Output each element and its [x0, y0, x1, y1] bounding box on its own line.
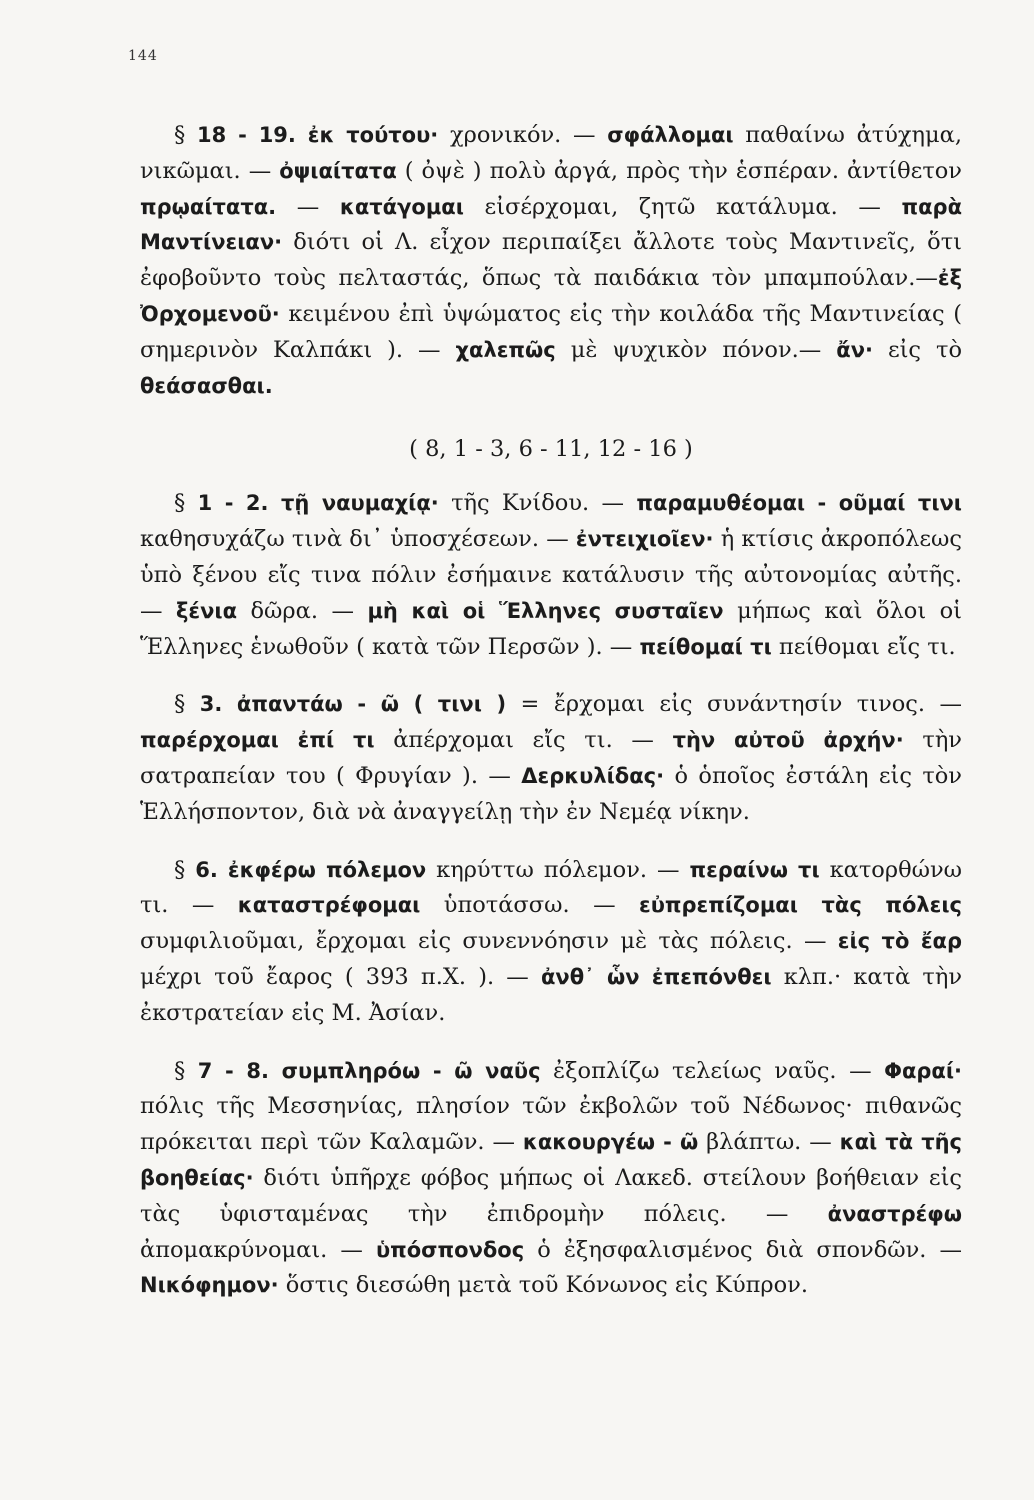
- lemma-term: 18 - 19. ἐκ τούτου·: [196, 123, 439, 147]
- lemma-term: παρέρχομαι ἐπί τι: [140, 728, 375, 753]
- gloss-text: ( ὀψὲ ) πολὺ ἀργά, πρὸς τὴν ἑσπέραν. ἀντίθετον: [396, 157, 962, 184]
- gloss-text: ὁ ὁποῖος ἐστάλη εἰς τὸν Ἑλλήσποντον, διὰ νὰ ἀναγγείλῃ τὴν ἐν Νεμέᾳ νίκην.: [140, 762, 962, 825]
- lemma-term: χαλεπῶς: [455, 337, 556, 362]
- lemma-term: παραμυθέομαι - οῦμαί τινι: [636, 491, 962, 516]
- gloss-text: τῆς Κνίδου. —: [438, 490, 637, 517]
- commentary-paragraph: [140, 118, 962, 404]
- lemma-term: ἐντειχιοῖεν·: [575, 527, 714, 552]
- lemma-term: 3. ἀπαντάω - ῶ ( τινι ): [199, 692, 507, 717]
- gloss-text: εἰς τὸ: [872, 336, 962, 363]
- page-number: 144: [128, 48, 158, 64]
- gloss-text: κηρύττω πόλεμον. —: [426, 856, 690, 883]
- lemma-term: ὀψιαίτατα: [279, 158, 397, 183]
- lemma-term: κακουργέω - ῶ: [522, 1130, 699, 1155]
- lemma-term: καὶ τὰ τῆς βοηθείας·: [140, 1130, 962, 1190]
- lemma-term: περαίνω τι: [689, 857, 820, 882]
- gloss-text: δῶρα. —: [237, 597, 368, 624]
- lemma-term: ἀνθ᾽ ὧν ἐπεπόνθει: [541, 964, 772, 989]
- commentary-paragraph: [140, 486, 962, 665]
- gloss-text: κλπ.· κατὰ τὴν ἐκστρατείαν εἰς Μ. Ἀσίαν.: [140, 963, 962, 1026]
- gloss-text: ὑποτάσσω. —: [420, 892, 640, 919]
- commentary-paragraph: [140, 1054, 962, 1305]
- gloss-text: πόλις τῆς Μεσσηνίας, πλησίον τῶν ἐκβολῶν τοῦ Νέδωνος· πιθανῶς πρόκειται περὶ τῶν Καλαμῶν. —: [140, 1093, 962, 1156]
- lemma-term: σφάλλομαι: [607, 123, 734, 147]
- lemma-term: 7 - 8. συμπληρόω - ῶ ναῦς: [197, 1058, 541, 1083]
- lemma-term: θεάσασθαι.: [140, 373, 273, 398]
- gloss-text: —: [276, 193, 340, 220]
- lemma-term: Δερκυλίδας·: [521, 763, 665, 788]
- gloss-text: ἀπομακρύνομαι. —: [140, 1236, 376, 1263]
- gloss-text: §: [174, 122, 197, 148]
- gloss-text: συμφιλιοῦμαι, ἔρχομαι εἰς συνεννόησιν μὲ τὰς πόλεις. —: [140, 928, 838, 955]
- lemma-term: ξένια: [176, 598, 238, 623]
- lemma-term: μὴ καὶ οἱ Ἕλληνες συσταῖεν: [367, 598, 724, 623]
- gloss-text: §: [174, 856, 196, 883]
- page-body: [140, 118, 962, 1304]
- lemma-term: 6. ἐκφέρω πόλεμον: [195, 857, 427, 882]
- gloss-text: παθαίνω ἀτύχημα, νικῶμαι. —: [140, 122, 962, 184]
- gloss-text: τὴν σατραπείαν του ( Φρυγίαν ). —: [140, 727, 962, 789]
- gloss-text: καθησυχάζω τινὰ δι᾽ ὑποσχέσεων. —: [140, 526, 576, 553]
- gloss-text: πείθομαι εἴς τι.: [771, 633, 956, 660]
- lemma-term: παρὰ Μαντίνειαν·: [140, 194, 963, 255]
- commentary-paragraph: [140, 853, 962, 1032]
- gloss-text: διότι ὑπῆρχε φόβος μήπως οἱ Λακεδ. στείλουν βοήθειαν εἰς τὰς ὑφισταμένας τὴν ἐπιδρομὴν πόλεις. —: [140, 1164, 962, 1227]
- lemma-term: ἐξ Ὀρχομενοῦ·: [140, 266, 962, 326]
- section-heading: ( 8, 1 - 3, 6 - 11, 12 - 16 ): [409, 436, 693, 463]
- gloss-text: ὁ ἐξησφαλισμένος διὰ σπονδῶν. —: [524, 1236, 962, 1263]
- lemma-term: Νικόφημον·: [140, 1273, 279, 1298]
- gloss-text: §: [174, 691, 200, 718]
- gloss-text: διότι οἱ Λ. εἶχον περιπαίξει ἄλλοτε τοὺς Μαντινεῖς, ὅτι ἐφοβοῦντο τοὺς πελταστάς, ὅπως τὰ παιδάκια τὸν μπαμπούλαν.—: [140, 229, 962, 292]
- gloss-text: μήπως καὶ ὅλοι οἱ Ἕλληνες ἑνωθοῦν ( κατὰ τῶν Περσῶν ). —: [140, 597, 963, 660]
- gloss-text: εἰσέρχομαι, ζητῶ κατάλυμα. —: [463, 193, 902, 220]
- lemma-term: καταστρέφομαι: [237, 893, 421, 918]
- lemma-term: πρῳαίτατα.: [140, 194, 277, 219]
- gloss-text: κατορθώνω τι. —: [140, 856, 962, 919]
- lemma-term: εὐπρεπίζομαι τὰς πόλεις: [639, 893, 963, 918]
- lemma-term: ἄν·: [836, 337, 873, 362]
- gloss-text: μὲ ψυχικὸν πόνον.—: [555, 336, 837, 363]
- gloss-text: κειμένου ἐπὶ ὑψώματος εἰς τὴν κοιλάδα τῆς Μαντινείας ( σημερινὸν Καλπάκι ). —: [140, 300, 962, 363]
- lemma-term: ὑπόσπονδος: [375, 1237, 525, 1262]
- gloss-text: χρονικόν. —: [438, 122, 608, 148]
- gloss-text: ἡ κτίσις ἀκροπόλεως ὑπὸ ξένου εἴς τινα πόλιν ἐσήμαινε κατάλυσιν τῆς αὐτονομίας αὐτῆς. —: [140, 526, 962, 624]
- lemma-term: πείθομαί τι: [639, 634, 772, 659]
- gloss-text: ἐξοπλίζω τελείως ναῦς. —: [540, 1057, 885, 1084]
- gloss-text: ὅστις διεσώθη μετὰ τοῦ Κόνωνος εἰς Κύπρον.: [278, 1272, 809, 1299]
- lemma-term: Φαραί·: [884, 1058, 962, 1083]
- gloss-text: §: [174, 1057, 198, 1084]
- gloss-text: §: [174, 490, 198, 517]
- lemma-term: εἰς τὸ ἔαρ: [837, 929, 962, 954]
- lemma-term: 1 - 2. τῇ ναυμαχίᾳ·: [197, 491, 439, 516]
- lemma-term: ἀναστρέφω: [827, 1201, 962, 1226]
- lemma-term: κατάγομαι: [339, 194, 464, 219]
- gloss-text: βλάπτω. —: [698, 1129, 840, 1156]
- gloss-text: ἀπέρχομαι εἴς τι. —: [374, 727, 673, 754]
- lemma-term: τὴν αὐτοῦ ἀρχήν·: [672, 728, 904, 753]
- commentary-paragraph: [140, 687, 962, 830]
- gloss-text: = ἔρχομαι εἰς συνάντησίν τινος. —: [506, 691, 963, 718]
- gloss-text: μέχρι τοῦ ἔαρος ( 393 π.Χ. ). —: [140, 963, 541, 990]
